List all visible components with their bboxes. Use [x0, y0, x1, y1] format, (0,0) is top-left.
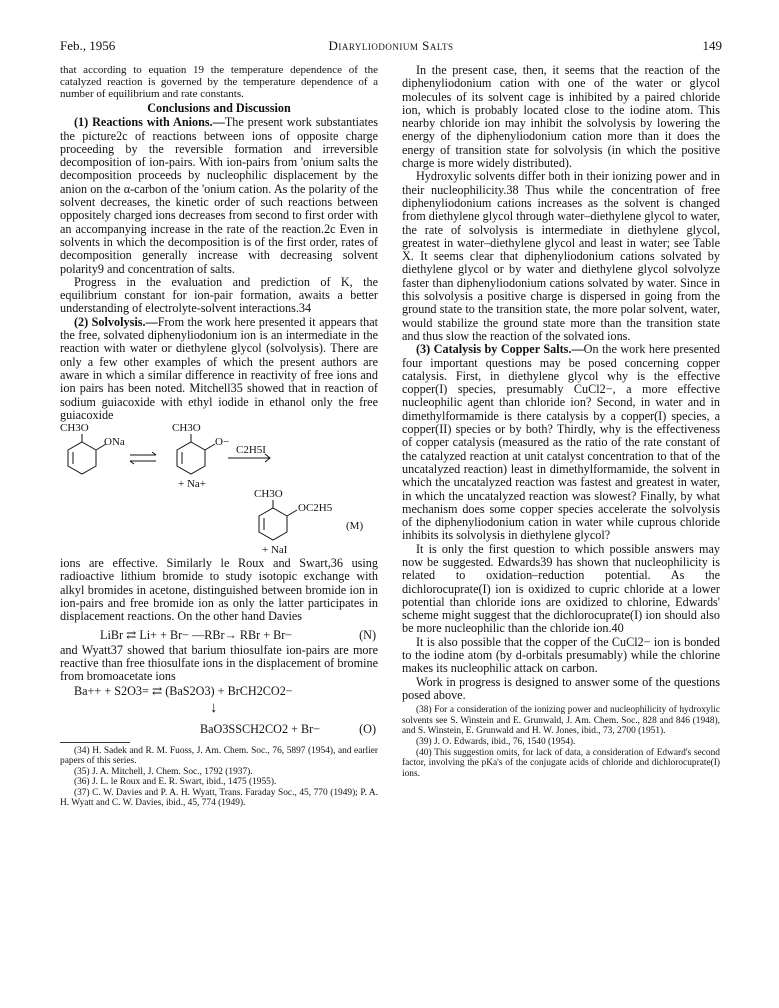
left-column — [60, 64, 378, 809]
paragraph-davies-wyatt: and Wyatt37 showed that barium thiosulfate ion-pairs are more reactive than free thiosulfate ions in the displacement of bromine from bromoacetate ions — [60, 642, 378, 684]
footnote: (37) C. W. Davies and P. A. H. Wyatt, Trans. Faraday Soc., 45, 770 (1949); P. A. H. Wyatt and C. W. Davies, ibid., 45, 774 (1949). — [60, 787, 378, 809]
paragraph-solvolysis — [60, 316, 378, 422]
oxide-anion-label: O− — [215, 436, 230, 449]
footnote: (38) For a consideration of the ionizing power and nucleophilicity of hydroxylic solvents see S. Winstein and E. Grunwald, J. Am. Chem. Soc., 828 and 846 (1948), and S. Winstein, E. Grunwald and H. W. Jones, ibid., 73, 2700 (1951). — [402, 705, 720, 737]
methoxy-label: CH3O — [254, 488, 283, 501]
benzene-ring-2 — [177, 442, 205, 474]
paragraph-reactions-with-anions — [60, 116, 378, 276]
paragraph-body: From the work here presented it appears that the free, solvated diphenyliodonium ion is an intermediate in the reaction with water or diethylene glycol (solvolysis). There are only a few other examples of which the present authors are aware in which a similar difference in reactivity of free ions and ion pairs has been noted. Mitchell35 showed that in reaction of sodium guiacoxide with ethyl iodide in ethanol only the free guiacoxide — [60, 314, 379, 422]
equation-o-line-2 — [60, 722, 378, 738]
paragraph-le-roux: ions are effective. Similarly le Roux and Swart,36 using radioactive lithium bromide to study isotopic exchange with alkyl bromides in acetone, distinguished between bromide ion in ion-pairs and free bromide ion as only the latter participates in displacement reactions. On the other hand Davies — [60, 556, 378, 624]
footnote: (40) This suggestion omits, for lack of data, a consideration of Edward's second factor, involving the pKa's of the conjugate acids of chloride and dichlorocuprate(I) ions. — [402, 747, 720, 779]
equation-n — [60, 628, 378, 644]
paragraph-work-in-progress: Work in progress is designed to answer some of the questions posed above. — [402, 674, 720, 702]
equation-n-label: (N) — [359, 627, 376, 642]
header-date: Feb., 1956 — [60, 38, 116, 53]
paragraph-copper-bonding: It is also possible that the copper of the CuCl2− ion is bonded to the iodine atom (by d-orbitals presumably) while the chlorine makes its nucleophilic attack on carbon. — [402, 634, 720, 676]
paragraph-body: The present work substantiates the picture2c of reactions between ions of opposite charge proceeding by the reversible formation and irreversible decomposition of ion-pairs. With ion-pairs from 'onium salts the decomposition proceeds by nucleophilic displacement by the anion on the α-carbon of the 'onium cation. As the polarity of the solvent decreases, the kinetic order of such reactions between oppositely charged ions decreases from second to first order with an accompanying increase in the rate of the reaction.2c Even in solvents in which the decomposition is of the first order, rates of decomposition generally increase with decreasing solvent polarity9 and concentration of salts. — [60, 115, 378, 276]
reaction-scheme-m — [60, 422, 378, 557]
sodium-ion-label: + Na+ — [178, 478, 206, 491]
paragraph-progress: Progress in the evaluation and prediction of K, the equilibrium constant for ion-pair formation, awaits a better understanding of electrolyte-solvent interactions.34 — [60, 274, 378, 316]
footnote: (34) H. Sadek and R. M. Fuoss, J. Am. Chem. Soc., 76, 5897 (1954), and earlier papers of this series. — [60, 745, 378, 767]
paragraph-lead: (1) Reactions with Anions.— — [74, 115, 225, 130]
paragraph-first-question: It is only the first question to which possible answers may now be suggested. Edwards39 has shown that nucleophilicity is related to oxidation–reduction potential. As the dichlorocuprate(I) ion is oxidized to cupric chloride at a lower potential than chloride ions are oxidized to chlorine, Edwards' scheme might suggest that the dichlorocuprate(I) ion should also be more nucleophilic than the chloride ion.40 — [402, 541, 720, 636]
equation-label-m: (M) — [346, 520, 364, 533]
intro-paragraph: that according to equation 19 the temperature dependence of the catalyzed reaction is governed by the temperature dependence of a number of equilibrium and rate constants. — [60, 64, 378, 100]
methoxy-label: CH3O — [60, 422, 89, 435]
equation-o-products: BaO3SSCH2CO2 + Br− — [200, 721, 321, 736]
header-title: Diaryliodonium Salts — [328, 38, 454, 53]
footnote: (36) J. L. le Roux and E. R. Swart, ibid., 1475 (1955). — [74, 777, 277, 788]
equation-o-reactants: Ba++ + S2O3= ⇄ (BaS2O3) + BrCH2CO2− — [74, 683, 293, 698]
benzene-ring-3 — [259, 508, 287, 540]
page-number: 149 — [702, 38, 722, 53]
equation-n-text: LiBr ⇄ Li+ + Br− —RBr→ RBr + Br− — [100, 627, 293, 642]
sodium-iodide-label: + NaI — [262, 544, 288, 557]
section-title: Conclusions and Discussion — [147, 101, 291, 115]
paragraph-body: On the work here presented four important questions may be posed concerning copper catalysis. First, in diethylene glycol why is the effective copper(I) species, presumably CuCl2−, a more effective nucleophilic agent than chloride ion? Second, in water and in dimethylformamide is there catalysis by a copper(I) species, a copper(II) species or by both? Thirdly, why is the effectiveness of copper catalysis (measured as the ratio of the rate constant of the catalyzed reaction at unit catalyst concentration to that of the uncatalyzed reaction) least in dimethylformamide, the solvent in which the uncatalyzed reaction was fastest and greatest in water, in which the uncatalyzed reaction was slowest? Finally, by what mechanism does some copper species accelerate the solvolysis of the diphenyliodonium cation in water while cuprous chloride inhibits its solvolysis in diethylene glycol? — [402, 342, 721, 543]
equation-o-arrow — [60, 700, 378, 722]
paragraph-copper-catalysis — [402, 343, 720, 542]
footnote: (39) J. O. Edwards, ibid., 76, 1540 (1954). — [416, 737, 576, 748]
methoxy-label: CH3O — [172, 422, 201, 435]
paragraph-hydroxylic-solvents: Hydroxylic solvents differ both in their ionizing power and in their nucleophilicity.38 Thus while the concentration of free diphenyliodonium cations increases as the solvent is changed from diethylene glycol through water–diethylene glycol to water, the rate of solvolysis is intermediate in diethylene glycol, greatest in water–diethylene glycol and least in water; see Table X. It seems clear that diphenyliodonium cations solvated by diethylene glycol or by water and diethylene glycol solvolyze faster than diphenyliodonium cations solvated by water. Since in this solvolysis a positive charge is dispersed in going from the ground state to the transition state, the more polar solvent, water, would stabilize the ground state more than the transition state and thus slow the reaction of the solvated ions. — [402, 169, 720, 343]
ethoxy-label: OC2H5 — [298, 502, 333, 515]
ethyl-iodide-label: C2H5I — [236, 444, 266, 457]
paragraph-lead: (2) Solvolysis.— — [74, 314, 158, 329]
benzene-ring-1 — [68, 442, 96, 474]
paragraph-lead: (3) Catalysis by Copper Salts.— — [416, 342, 584, 357]
running-header — [60, 38, 722, 54]
equation-o-label: (O) — [359, 721, 376, 736]
down-arrow-icon: ↓ — [210, 699, 218, 716]
footnote-divider — [60, 742, 130, 743]
equation-o-line-1 — [60, 684, 378, 700]
sodium-oxide-label: ONa — [104, 436, 125, 449]
right-column — [402, 64, 720, 779]
footnote: (35) J. A. Mitchell, J. Chem. Soc., 1792 (1937). — [74, 766, 253, 777]
paragraph-present-case: In the present case, then, it seems that the reaction of the diphenyliodonium cation with one of the water or glycol molecules of its solvent cage is inhibited by a paired chloride ion, which is probably located close to the iodine atom. This nearby chloride ion may inhibit the solvolysis by lowering the energy of the diphenyliodonium cation more than it does the energy of transition state for solvolysis (in which the positive charge is more widely distributed). — [402, 63, 720, 171]
